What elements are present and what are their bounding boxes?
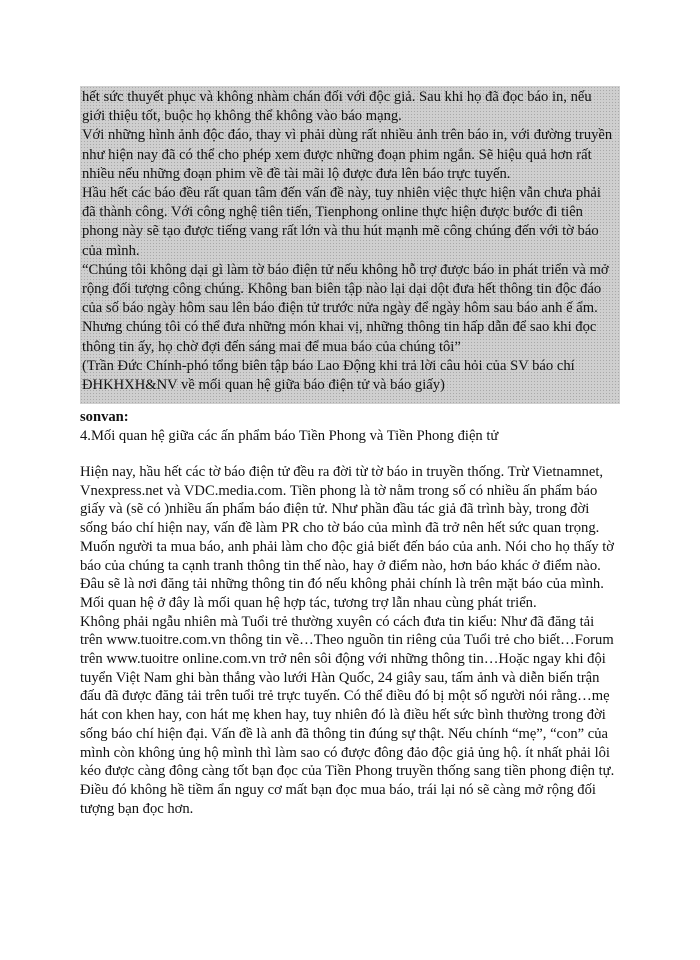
body-text <box>80 463 620 818</box>
quote-attribution: (Trần Đức Chính-phó tổng biên tập báo Lao Động khi trả lời câu hỏi của SV báo chí ĐHKHXH&NV về mối quan hệ giữa báo điện tử và báo giấy) <box>82 357 575 394</box>
quote-paragraph: “Chúng tôi không dại gì làm tờ báo điện tử nếu không hỗ trợ được báo in phát triển và mở rộng đối tượng công chúng. Không ban biên tập nào lại dại dột đưa hết thông tin độc đáo của số báo ngày hôm sau lên báo điện tử trước nửa ngày để ngày hôm sau báo anh ế ẩm. Nhưng chúng tôi có thể đưa những món khai vị, những thông tin hấp dẫn để sao khi đọc thông tin ấy, họ chờ đợi đến sáng mai để mua báo của chúng tôi” <box>82 261 609 355</box>
shaded-quote-block <box>80 86 620 404</box>
quote-paragraph: Hầu hết các báo đều rất quan tâm đến vấn đề này, tuy nhiên việc thực hiện vẫn chưa phải đã thành công. Với công nghệ tiên tiến, Tienphong online thực hiện được bước đi tiên phong này sẽ tạo được tiếng vang rất lớn và thu hút mạnh mẽ công chúng đến với tờ báo của mình. <box>82 185 601 259</box>
body-paragraph: Không phải ngẫu nhiên mà Tuổi trẻ thường xuyên có cách đưa tin kiểu: Như đã đăng tải trên www.tuoitre.com.vn thông tin về…Theo nguồn tin riêng của Tuổi trẻ cho biết…Forum trên www.tuoitre online.com.vn trở nên sôi động với những thông tin…Hoặc ngay khi đội tuyển Việt Nam ghi bàn thắng vào lưới Hàn Quốc, 24 giây sau, tấm ảnh và diễn biến trận đấu đã được đăng tải trên tuổi trẻ trực tuyến. Có thể điều đó bị một số người nói rằng…mẹ hát con khen hay, con hát mẹ khen hay, tuy nhiên đó là điều hết sức bình thường trong đời sống báo chí hiện đại. Vấn đề là anh đã thông tin đúng sự thật. Nếu chính “mẹ”, “con” của mình còn không ủng hộ mình thì làm sao có được đông đảo độc giả ủng hộ. ít nhất phải lôi kéo được càng đông càng tốt bạn đọc của Tiền Phong truyền thống sang tiền phong điện tự. Điều đó không hề tiềm ẩn nguy cơ mất bạn đọc mua báo, trái lại nó sẽ càng mở rộng đối tượng bạn đọc hơn. <box>80 613 615 817</box>
quote-paragraph: Với những hình ảnh độc đáo, thay vì phải dùng rất nhiều ảnh trên báo in, với đường truyền như hiện nay đã có thể cho phép xem được những đoạn phim ngắn. Sẽ hiệu quả hơn rất nhiều nếu những đoạn phim về đề tài mãi lộ được đưa lên báo trực tuyến. <box>82 127 613 182</box>
author-label: sonvan: <box>80 409 129 425</box>
quote-paragraph: hết sức thuyết phục và không nhàm chán đối với độc giả. Sau khi họ đã đọc báo in, nếu giới thiệu tốt, buộc họ không thể không vào báo mạng. <box>82 89 592 125</box>
section-heading: 4.Mối quan hệ giữa các ấn phẩm báo Tiền Phong và Tiền Phong điện tử <box>80 428 499 444</box>
body-paragraph: Hiện nay, hầu hết các tờ báo điện tử đều ra đời từ tờ báo in truyền thống. Trừ Vietnamnet, Vnexpress.net và VDC.media.com. Tiền phong là tờ nằm trong số có nhiều ấn phẩm báo giấy và (sẽ có )nhiều ấn phẩm báo điện tử. Như phần đầu tác giả đã trình bày, trong đời sống báo chí hiện nay, vấn đề làm PR cho tờ báo của mình đã trở nên hết sức quan trọng. Muốn người ta mua báo, anh phải làm cho độc giả biết đến báo của anh. Nói cho họ thấy tờ báo của chúng ta cạnh tranh thông tin thế nào, hay ở điểm nào, hơn báo khác ở điểm nào. Đâu sẽ là nơi đăng tải những thông tin đó nếu không phải chính là trên mặt báo của mình. Mối quan hệ ở đây là mối quan hệ hợp tác, tương trợ lẫn nhau cùng phát triển. <box>80 464 614 611</box>
